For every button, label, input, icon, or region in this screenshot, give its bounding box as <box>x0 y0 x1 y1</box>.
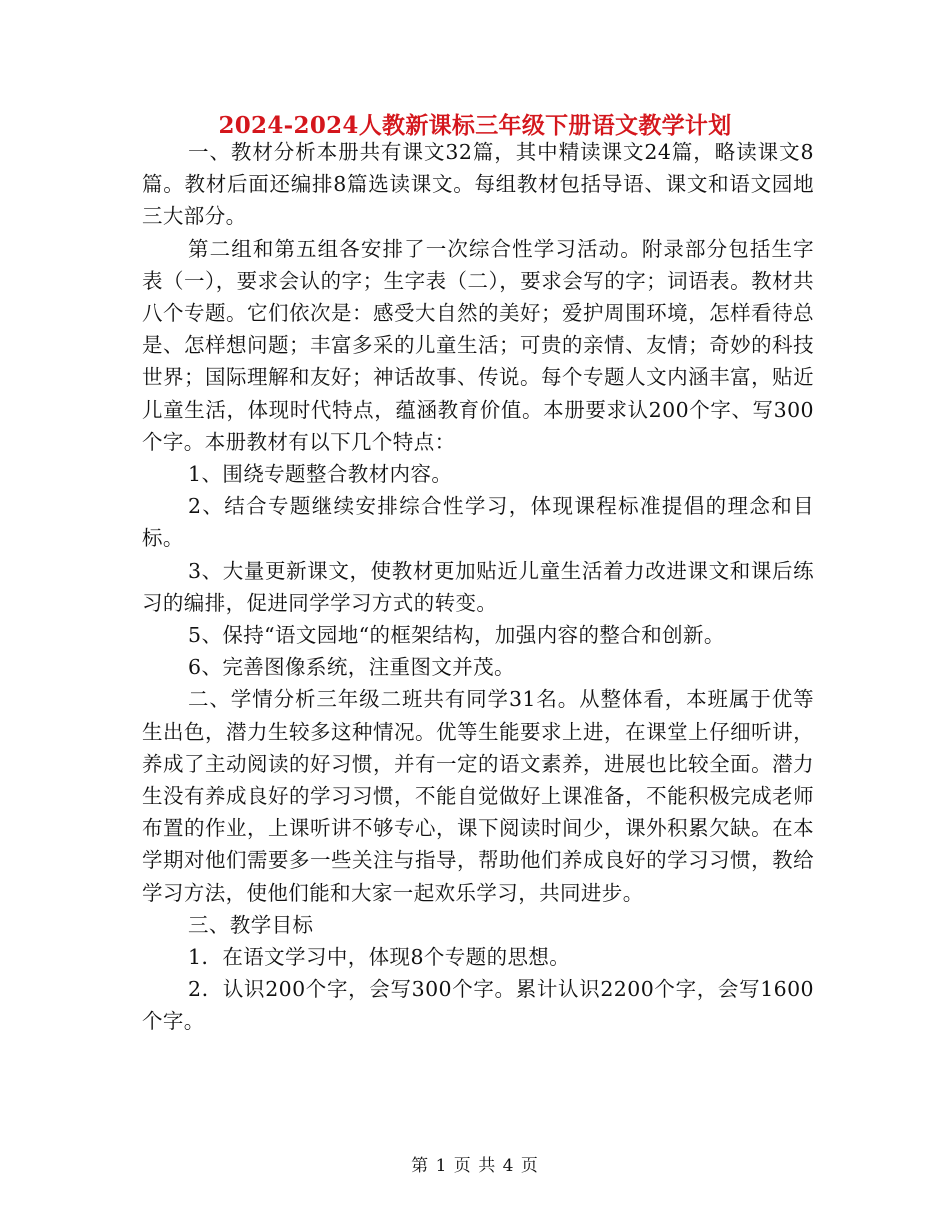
page-footer: 第 1 页 共 4 页 <box>411 1156 539 1176</box>
document-body <box>142 136 814 1038</box>
paragraph-goals-heading: 三、教学目标 <box>188 912 314 937</box>
paragraph-feature-3: 3、大量更新课文，使教材更加贴近儿童生活着力改进课文和课后练习的编排，促进同学学习方式的转变。 <box>142 558 814 615</box>
paragraph-textbook-analysis: 一、教材分析本册共有课文32篇，其中精读课文24篇，略读课文8篇。教材后面还编排8篇选读课文。每组教材包括导语、课文和语文园地三大部分。 <box>142 140 814 229</box>
paragraph-feature-6: 6、完善图像系统，注重图文并茂。 <box>188 655 515 680</box>
paragraph-goal-2: 2．认识200个字，会写300个字。累计认识2200个字，会写1600个字。 <box>142 977 814 1034</box>
paragraph-feature-1: 1、围绕专题整合教材内容。 <box>188 462 453 487</box>
paragraph-feature-2: 2、结合专题继续安排综合性学习，体现课程标准提倡的理念和目标。 <box>142 494 814 551</box>
paragraph-goal-1: 1．在语文学习中，体现8个专题的思想。 <box>188 945 571 970</box>
paragraph-feature-5: 5、保持“语文园地“的框架结构，加强内容的整合和创新。 <box>188 623 725 648</box>
paragraph-student-analysis: 二、学情分析三年级二班共有同学31名。从整体看，本班属于优等生出色，潜力生较多这种情况。优等生能要求上进，在课堂上仔细听讲，养成了主动阅读的好习惯，并有一定的语文素养，进展也比较全面。潜力生没有养成良好的学习习惯，不能自觉做好上课准备，不能积极完成老师布置的作业，上课听讲不够专心，课下阅读时间少，课外积累欠缺。在本学期对他们需要多一些关注与指导，帮助他们养成良好的学习习惯，教给学习方法，使他们能和大家一起欢乐学习，共同进步。 <box>142 687 814 905</box>
paragraph-topics: 第二组和第五组各安排了一次综合性学习活动。附录部分包括生字表（一），要求会认的字；生字表（二），要求会写的字；词语表。教材共八个专题。它们依次是：感受大自然的美好；爱护周围环境，怎样看待总是、怎样想问题；丰富多采的儿童生活；可贵的亲情、友情；奇妙的科技世界；国际理解和友好；神话故事、传说。每个专题人文内涵丰富，贴近儿童生活，体现时代特点，蕴涵教育价值。本册要求认200个字、写300个字。本册教材有以下几个特点： <box>142 236 814 454</box>
document-title: 2024-2024人教新课标三年级下册语文教学计划 <box>218 112 732 139</box>
